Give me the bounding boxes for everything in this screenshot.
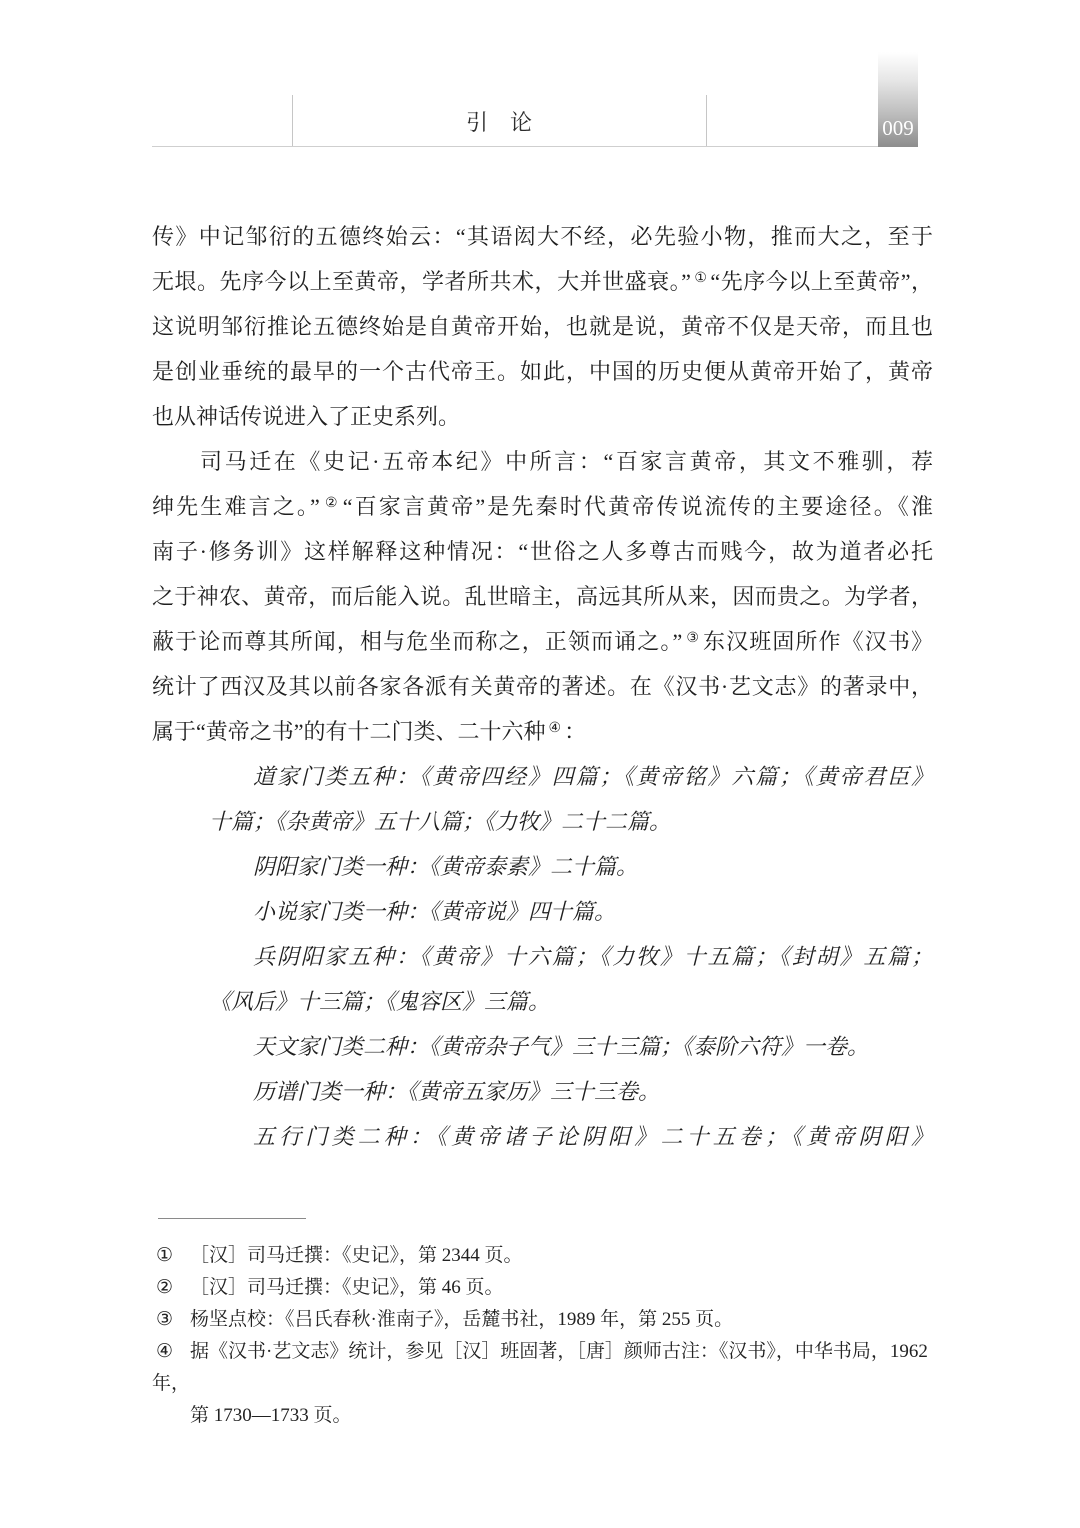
text-line xyxy=(152,484,933,529)
text-line xyxy=(152,304,933,349)
text-segment: 是创业垂统的最早的一个古代帝王。如此，中国的历史便从黄帝开始了，黄帝 xyxy=(152,359,933,384)
quote-line xyxy=(152,1069,933,1114)
footnote-marker: ② xyxy=(156,1277,174,1298)
text-segment: 蔽于论而尊其所闻，相与危坐而称之，正领而诵之。” xyxy=(152,629,683,654)
text-segment: “先序今以上至黄帝”， xyxy=(710,269,933,294)
text-segment: 这说明邹衍推论五德终始是自黄帝开始，也就是说，黄帝不仅是天帝，而且也 xyxy=(152,314,933,339)
text-line xyxy=(152,574,933,619)
quote-line xyxy=(152,1114,933,1159)
text-line xyxy=(152,529,933,574)
footnote-2 xyxy=(152,1272,933,1304)
body-text xyxy=(152,214,933,1159)
quote-line xyxy=(152,979,933,1024)
text-line xyxy=(152,664,933,709)
text-line xyxy=(152,709,933,754)
quote-line xyxy=(152,889,933,934)
text-segment: 绅先生难言之。” xyxy=(152,494,320,519)
footnote-ref-3: ③ xyxy=(685,631,700,646)
header-rule-bottom xyxy=(152,146,878,147)
text-segment: 南子·修务训》这样解释这种情况：“世俗之人多尊古而贱今，故为道者必托 xyxy=(152,539,933,564)
footnote-3 xyxy=(152,1304,933,1336)
footnote-4 xyxy=(152,1336,933,1400)
text-segment: 统计了西汉及其以前各家各派有关黄帝的著述。在《汉书·艺文志》的著录中， xyxy=(152,674,933,699)
footnote-text: 第 1730—1733 页。 xyxy=(190,1405,352,1426)
text-segment: 无垠。先序今以上至黄帝，学者所共术，大并世盛衰。” xyxy=(152,269,691,294)
text-segment: 阴阳家门类一种：《黄帝泰素》二十篇。 xyxy=(253,854,639,879)
text-segment: 之于神农、黄帝，而后能入说。乱世暗主，高远其所从来，因而贵之。为学者， xyxy=(152,584,933,609)
text-segment: ： xyxy=(564,719,587,744)
text-segment: 东汉班固所作《汉书》 xyxy=(703,629,933,654)
text-line xyxy=(152,349,933,394)
quote-line xyxy=(152,1024,933,1069)
text-segment: 司马迁在《史记·五帝本纪》中所言：“百家言黄帝，其文不雅驯，荐 xyxy=(200,449,933,474)
quote-line xyxy=(152,934,933,979)
quote-line xyxy=(152,754,933,799)
footnote-ref-1: ① xyxy=(693,271,708,286)
text-line xyxy=(152,619,933,664)
footnotes xyxy=(152,1240,933,1432)
footnote-4-continuation xyxy=(152,1400,933,1432)
footnote-marker: ① xyxy=(156,1245,174,1266)
footnote-marker: ④ xyxy=(156,1341,174,1362)
text-segment: 历谱门类一种：《黄帝五家历》三十三卷。 xyxy=(253,1079,661,1104)
text-segment: “百家言黄帝”是先秦时代黄帝传说流传的主要途径。《淮 xyxy=(342,494,933,519)
footnote-ref-4: ④ xyxy=(548,721,562,736)
text-segment: 传》中记邹衍的五德终始云：“其语闳大不经，必先验小物，推而大之，至于 xyxy=(152,224,933,249)
footnote-1 xyxy=(152,1240,933,1272)
footnote-text: ［汉］司马迁撰：《史记》，第 46 页。 xyxy=(190,1277,504,1298)
header-rule-right xyxy=(706,95,707,146)
text-segment: 《风后》十三篇；《鬼容区》三篇。 xyxy=(209,989,551,1014)
text-segment: 兵阴阳家五种：《黄帝》十六篇；《力牧》十五篇；《封胡》五篇； xyxy=(253,944,933,969)
page-number-tab xyxy=(878,52,918,147)
footnote-text: ［汉］司马迁撰：《史记》，第 2344 页。 xyxy=(190,1245,523,1266)
footnote-text: 杨坚点校：《吕氏春秋·淮南子》，岳麓书社，1989 年，第 255 页。 xyxy=(190,1309,734,1330)
text-segment: 天文家门类二种：《黄帝杂子气》三十三篇；《泰阶六符》一卷。 xyxy=(253,1034,870,1059)
running-head-title: 引 论 xyxy=(465,110,532,135)
quote-line xyxy=(152,844,933,889)
text-segment: 小说家门类一种：《黄帝说》四十篇。 xyxy=(253,899,617,924)
text-segment: 十篇；《杂黄帝》五十八篇；《力牧》二十二篇。 xyxy=(209,809,672,834)
text-segment: 属于“黄帝之书”的有十二门类、二十六种 xyxy=(152,719,546,744)
footnote-text: 据《汉书·艺文志》统计，参见［汉］班固著，［唐］颜师古注：《汉书》，中华书局，1962 年， xyxy=(152,1341,928,1394)
text-line xyxy=(152,214,933,259)
text-segment: 五行门类二种：《黄帝诸子论阴阳》二十五卷；《黄帝阴阳》 xyxy=(253,1124,933,1149)
footnote-ref-2: ② xyxy=(322,496,340,511)
quote-line xyxy=(152,799,933,844)
text-segment: 道家门类五种：《黄帝四经》四篇；《黄帝铭》六篇；《黄帝君臣》 xyxy=(253,764,933,789)
text-line xyxy=(152,439,933,484)
text-line xyxy=(152,259,933,304)
page-number: 009 xyxy=(882,116,914,140)
text-segment: 也从神话传说进入了正史系列。 xyxy=(152,404,461,429)
footnote-separator xyxy=(158,1218,306,1219)
footnote-marker: ③ xyxy=(156,1309,174,1330)
text-line xyxy=(152,394,933,439)
